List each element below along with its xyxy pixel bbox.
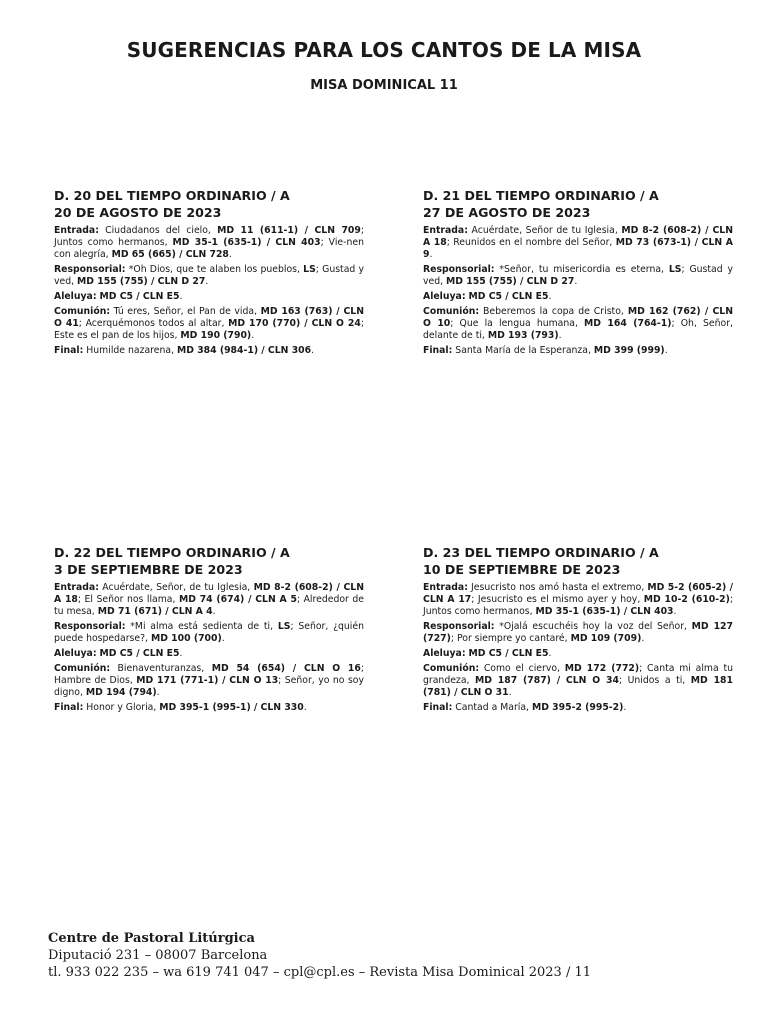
- song-reference: MD 194 (794): [85, 687, 157, 698]
- song-reference: MD 181 (781) / CLN O 31: [423, 675, 733, 698]
- entry-label: Final:: [54, 702, 84, 713]
- section-heading-line1: D. 21 DEL TIEMPO ORDINARIO / A: [423, 188, 659, 203]
- song-text: ; Señor, ¿quién puede hospedarse?,: [54, 621, 364, 644]
- song-entry: [423, 702, 733, 714]
- song-reference: MD 395-1 (995-1) / CLN 330: [159, 702, 304, 713]
- song-text: ; Este es el pan de los hijos,: [54, 318, 364, 341]
- song-text: ; Unidos a ti,: [618, 675, 691, 686]
- song-reference: MD 11 (611-1) / CLN 709: [217, 225, 361, 236]
- song-text: Ciudadanos del cielo,: [98, 225, 218, 236]
- song-text: .: [303, 702, 307, 713]
- entries-list: [423, 225, 733, 357]
- entry-label: Entrada:: [423, 225, 468, 236]
- song-entry: [54, 621, 364, 645]
- song-text: *Oh Dios, que te alaben los pueblos,: [125, 264, 304, 275]
- song-text: Jesucristo nos amó hasta el extremo,: [467, 582, 648, 593]
- entry-label: Comunión:: [423, 663, 480, 674]
- song-reference: MD 8-2 (608-2) / CLN A 18: [423, 225, 733, 248]
- song-text: .: [548, 648, 552, 659]
- entry-label: Aleluya:: [423, 291, 466, 302]
- entries-list: [54, 582, 364, 714]
- song-reference: LS: [277, 621, 291, 632]
- song-reference: MD 172 (772): [564, 663, 640, 674]
- section-d23: [423, 544, 733, 717]
- song-entry: [54, 225, 364, 261]
- song-reference: MD 399 (999): [593, 345, 665, 356]
- entry-label: Final:: [54, 345, 84, 356]
- song-text: ; El Señor nos llama,: [77, 594, 179, 605]
- entry-label: Final:: [423, 702, 453, 713]
- song-entry: [423, 345, 733, 357]
- song-reference: MD 171 (771-1) / CLN O 13: [136, 675, 279, 686]
- song-reference: MD 71 (671) / CLN A 4: [97, 606, 213, 617]
- entry-label: Comunión:: [423, 306, 480, 317]
- song-reference: MD C5 / CLN E5: [468, 291, 549, 302]
- page-title: SUGERENCIAS PARA LOS CANTOS DE LA MISA: [126, 38, 642, 62]
- entry-label: Aleluya:: [54, 648, 97, 659]
- song-reference: MD 162 (762) / CLN O 10: [423, 306, 733, 329]
- song-text: Santa María de la Esperanza,: [452, 345, 594, 356]
- song-reference: MD 163 (763) / CLN O 41: [54, 306, 364, 329]
- song-reference: MD 10-2 (610-2): [643, 594, 730, 605]
- page-subtitle: MISA DOMINICAL 11: [310, 78, 458, 93]
- song-reference: MD 127 (727): [423, 621, 733, 644]
- song-reference: MD C5 / CLN E5: [99, 291, 180, 302]
- song-reference: MD 395-2 (995-2): [531, 702, 624, 713]
- song-reference: MD 73 (673-1) / CLN A 9: [423, 237, 733, 260]
- song-reference: MD 190 (790): [180, 330, 252, 341]
- song-reference: LS: [303, 264, 316, 275]
- song-text: .: [548, 291, 552, 302]
- song-text: ; Juntos como hermanos,: [54, 225, 364, 248]
- song-reference: MD 155 (755) / CLN D 27: [77, 276, 206, 287]
- song-text: .: [673, 606, 677, 617]
- song-text: ; Alrededor de tu mesa,: [54, 594, 364, 617]
- entry-label: Entrada:: [423, 582, 468, 593]
- song-text: ; Que la lengua humana,: [450, 318, 585, 329]
- song-text: Tú eres, Señor, el Pan de vida,: [110, 306, 261, 317]
- song-text: ; Oh, Señor, delante de ti,: [423, 318, 734, 341]
- song-text: Bienaventuranzas,: [110, 663, 212, 674]
- entry-label: Aleluya:: [423, 648, 466, 659]
- song-reference: MD C5 / CLN E5: [468, 648, 549, 659]
- song-text: .: [508, 687, 512, 698]
- song-text: .: [179, 291, 183, 302]
- song-text: ; Vie-nen con alegría,: [54, 237, 364, 260]
- song-text: ; Juntos como hermanos,: [423, 594, 733, 617]
- song-reference: MD 109 (709): [570, 633, 642, 644]
- song-entry: [423, 648, 733, 660]
- entry-label: Responsorial:: [54, 264, 126, 275]
- song-text: ; Jesucristo es el mismo ayer y hoy,: [471, 594, 644, 605]
- song-reference: MD C5 / CLN E5: [99, 648, 180, 659]
- song-reference: MD 164 (764-1): [584, 318, 672, 329]
- song-text: ; Acerquémonos todos al altar,: [78, 318, 229, 329]
- song-entry: [423, 582, 733, 618]
- song-entry: [423, 306, 733, 342]
- song-reference: MD 155 (755) / CLN D 27: [446, 276, 575, 287]
- song-text: .: [179, 648, 183, 659]
- footer-address: Diputació 231 – 08007 Barcelona: [48, 948, 268, 963]
- song-text: Beberemos la copa de Cristo,: [479, 306, 628, 317]
- song-entry: [54, 345, 364, 357]
- entry-label: Aleluya:: [54, 291, 97, 302]
- entry-label: Final:: [423, 345, 453, 356]
- song-text: Acuérdate, Señor, de tu Iglesia,: [98, 582, 254, 593]
- song-text: .: [228, 249, 232, 260]
- song-text: Honor y Gloria,: [83, 702, 160, 713]
- song-text: .: [311, 345, 315, 356]
- song-reference: MD 193 (793): [487, 330, 559, 341]
- song-text: ; Hambre de Dios,: [54, 663, 364, 686]
- song-text: Como el ciervo,: [479, 663, 565, 674]
- section-heading-line2: 10 DE SEPTIEMBRE DE 2023: [423, 562, 621, 577]
- song-entry: [54, 663, 364, 699]
- section-heading: [423, 187, 733, 221]
- song-reference: MD 65 (665) / CLN 728: [111, 249, 229, 260]
- song-text: *Señor, tu misericordia es eterna,: [494, 264, 669, 275]
- song-text: .: [623, 702, 627, 713]
- song-reference: MD 384 (984-1) / CLN 306: [176, 345, 312, 356]
- entry-label: Responsorial:: [423, 621, 495, 632]
- song-entry: [54, 702, 364, 714]
- song-text: Humilde nazarena,: [83, 345, 177, 356]
- song-text: ; Reunidos en el nombre del Señor,: [446, 237, 616, 248]
- song-text: .: [574, 276, 578, 287]
- section-heading-line1: D. 23 DEL TIEMPO ORDINARIO / A: [423, 545, 659, 560]
- song-reference: MD 35-1 (635-1) / CLN 403: [172, 237, 321, 248]
- section-heading: [54, 544, 364, 578]
- song-text: *Ojalá escuchéis hoy la voz del Señor,: [494, 621, 692, 632]
- entry-label: Entrada:: [54, 582, 99, 593]
- song-reference: MD 54 (654) / CLN O 16: [211, 663, 361, 674]
- section-d20: [54, 187, 364, 360]
- song-reference: LS: [668, 264, 682, 275]
- song-text: .: [212, 606, 216, 617]
- song-text: .: [205, 276, 209, 287]
- entry-label: Responsorial:: [54, 621, 126, 632]
- entry-label: Comunión:: [54, 306, 111, 317]
- song-reference: MD 35-1 (635-1) / CLN 403: [535, 606, 674, 617]
- section-heading-line2: 3 DE SEPTIEMBRE DE 2023: [54, 562, 243, 577]
- song-text: ; Gustad y ved,: [423, 264, 733, 287]
- section-heading-line2: 27 DE AGOSTO DE 2023: [423, 205, 591, 220]
- song-text: ; Gustad y ved,: [54, 264, 364, 287]
- song-text: Cantad a María,: [452, 702, 532, 713]
- footer-organization: Centre de Pastoral Litúrgica: [48, 931, 255, 946]
- song-entry: [423, 291, 733, 303]
- song-reference: MD 74 (674) / CLN A 5: [178, 594, 297, 605]
- song-text: .: [221, 633, 225, 644]
- footer: [48, 930, 708, 981]
- song-text: .: [641, 633, 645, 644]
- song-entry: [54, 582, 364, 618]
- entry-label: Comunión:: [54, 663, 111, 674]
- song-text: *Mi alma está sedienta de ti,: [125, 621, 278, 632]
- section-heading-line1: D. 20 DEL TIEMPO ORDINARIO / A: [54, 188, 290, 203]
- section-heading: [54, 187, 364, 221]
- entry-label: Entrada:: [54, 225, 99, 236]
- song-entry: [54, 291, 364, 303]
- entries-list: [54, 225, 364, 357]
- song-reference: MD 100 (700): [150, 633, 222, 644]
- song-reference: MD 5-2 (605-2) / CLN A 17: [423, 582, 734, 605]
- song-reference: MD 8-2 (608-2) / CLN A 18: [54, 582, 364, 605]
- section-heading: [423, 544, 733, 578]
- song-reference: MD 187 (787) / CLN O 34: [475, 675, 619, 686]
- song-text: .: [251, 330, 255, 341]
- song-text: ; Canta mi alma tu grandeza,: [423, 663, 733, 686]
- entry-label: Responsorial:: [423, 264, 495, 275]
- section-d21: [423, 187, 733, 360]
- song-text: .: [429, 249, 433, 260]
- song-entry: [423, 225, 733, 261]
- song-text: Acuérdate, Señor de tu Iglesia,: [467, 225, 622, 236]
- song-entry: [423, 621, 733, 645]
- entries-list: [423, 582, 733, 714]
- song-entry: [54, 264, 364, 288]
- song-text: ; Señor, yo no soy digno,: [54, 675, 364, 698]
- song-text: .: [558, 330, 562, 341]
- song-reference: MD 170 (770) / CLN O 24: [228, 318, 361, 329]
- song-entry: [423, 264, 733, 288]
- song-entry: [423, 663, 733, 699]
- song-text: ; Por siempre yo cantaré,: [450, 633, 571, 644]
- section-d22: [54, 544, 364, 717]
- song-text: .: [664, 345, 668, 356]
- song-text: .: [156, 687, 160, 698]
- section-heading-line1: D. 22 DEL TIEMPO ORDINARIO / A: [54, 545, 290, 560]
- song-entry: [54, 648, 364, 660]
- section-heading-line2: 20 DE AGOSTO DE 2023: [54, 205, 222, 220]
- footer-contact: tl. 933 022 235 – wa 619 741 047 – cpl@cpl.es – Revista Misa Dominical 2023 / 11: [48, 965, 592, 980]
- song-entry: [54, 306, 364, 342]
